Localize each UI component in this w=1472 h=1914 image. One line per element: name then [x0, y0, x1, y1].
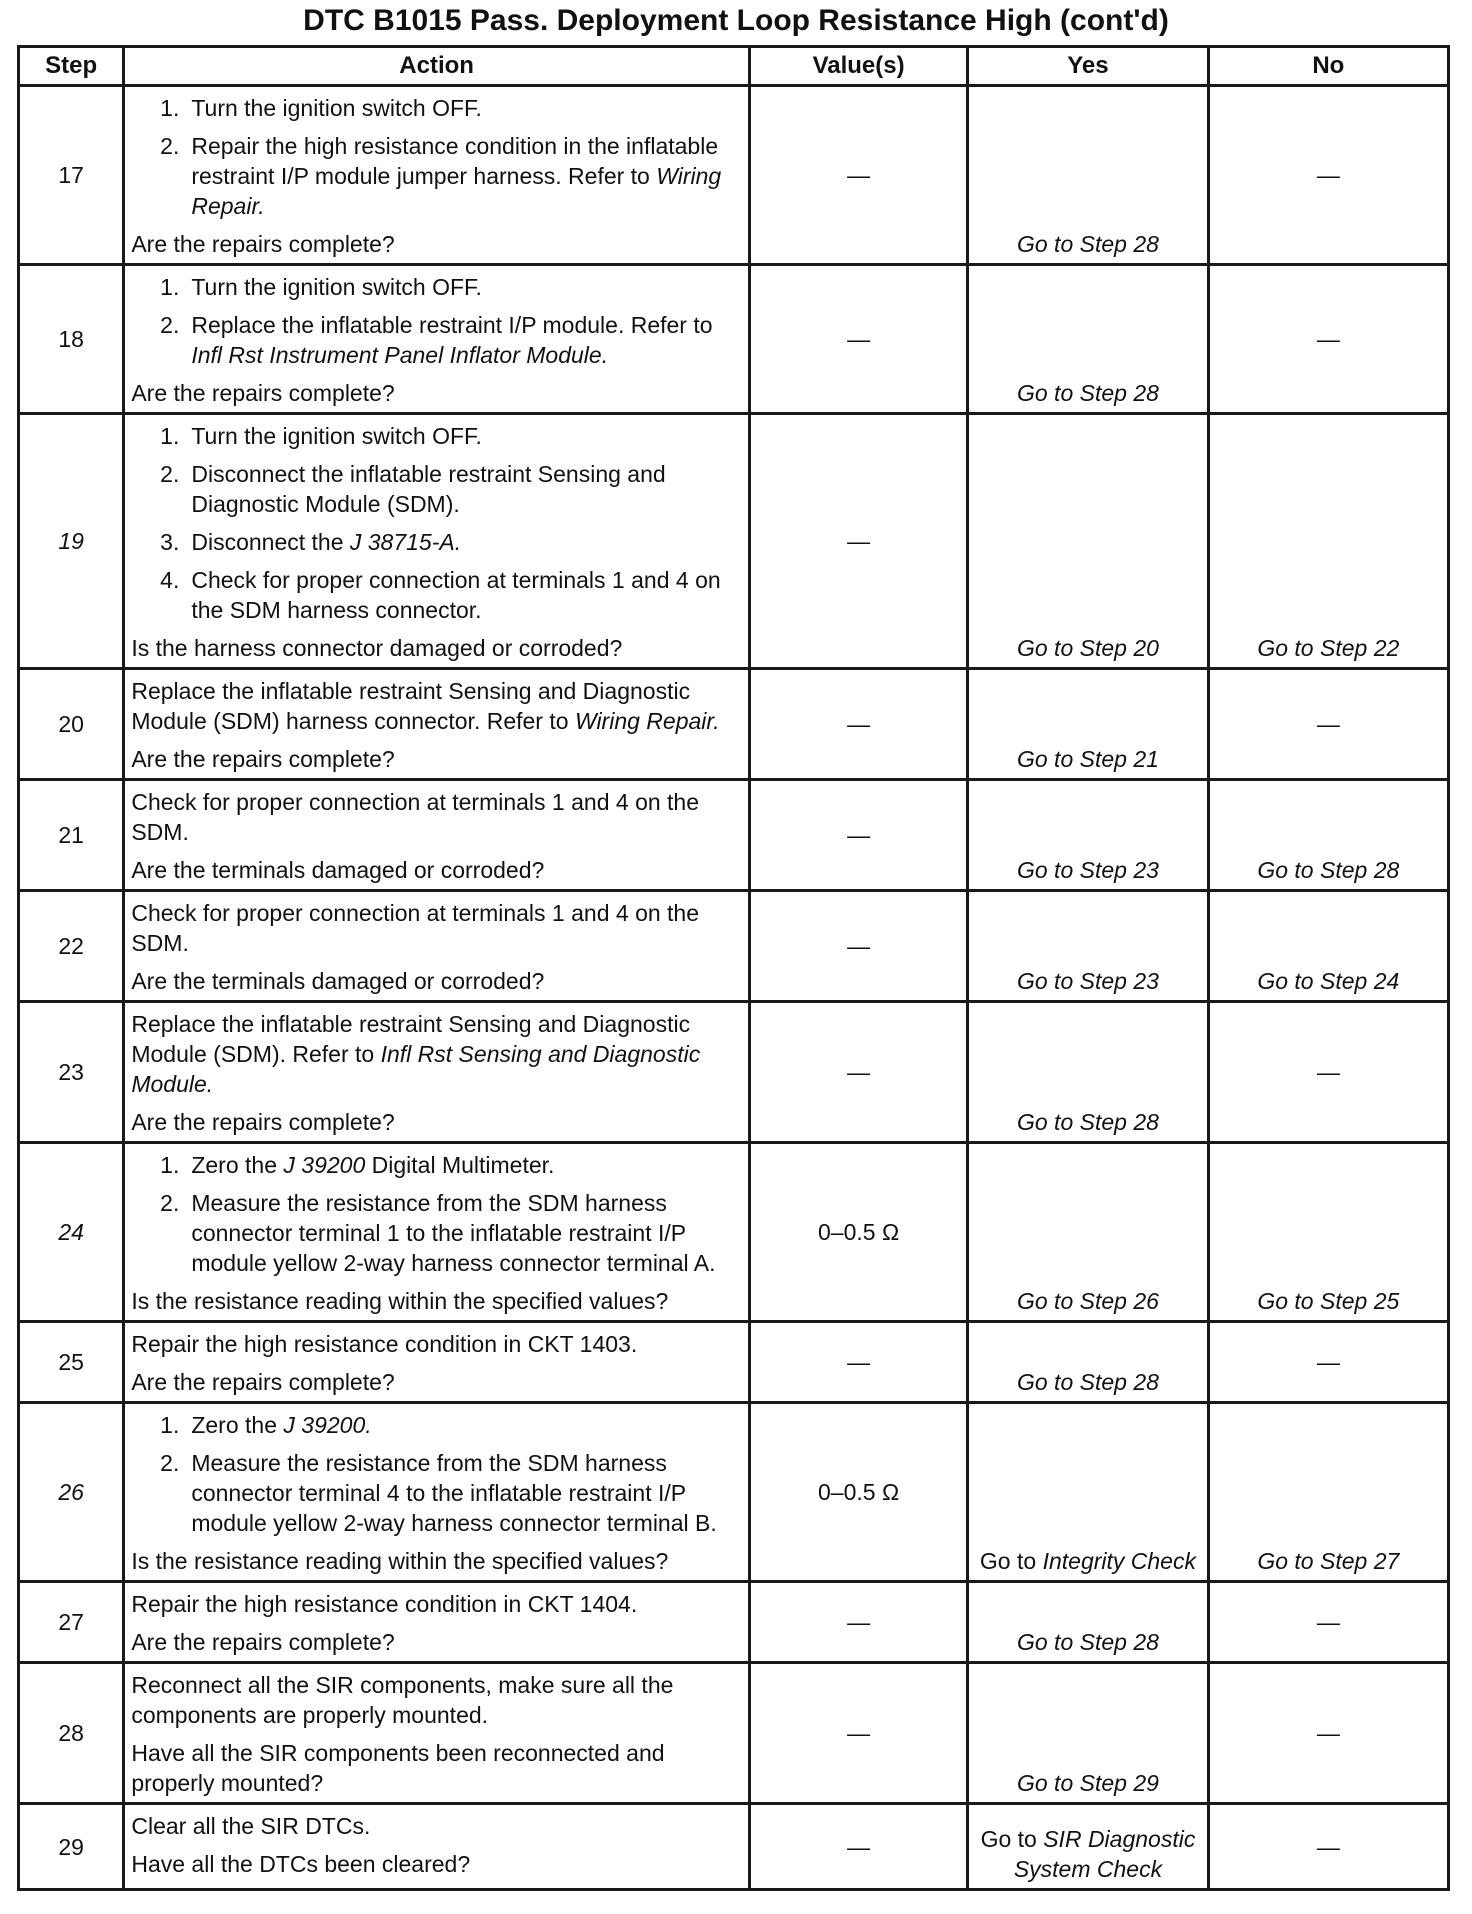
text-segment: Turn the ignition switch OFF.	[191, 95, 482, 121]
reference-text: J 39200	[283, 1152, 366, 1178]
list-item	[131, 459, 740, 519]
action-cell	[124, 780, 750, 891]
action-instructions	[131, 1589, 740, 1627]
action-instructions	[131, 898, 740, 966]
list-item	[131, 1188, 740, 1278]
table-row	[19, 1403, 1449, 1582]
list-item	[131, 93, 740, 123]
yes-text	[1017, 746, 1159, 772]
list-item-text	[191, 1188, 740, 1278]
action-instructions	[131, 1009, 740, 1107]
action-paragraph	[131, 898, 740, 958]
table-row	[19, 669, 1449, 780]
step-number: 23	[19, 1002, 124, 1143]
list-item	[131, 131, 740, 221]
action-instructions	[131, 93, 740, 229]
header-yes: Yes	[968, 47, 1208, 86]
header-action: Action	[124, 47, 750, 86]
yes-text	[1017, 857, 1159, 883]
step-number: 28	[19, 1663, 124, 1804]
text-segment: Disconnect the	[191, 529, 350, 555]
yes-reference: SIR Diagnostic System Check	[1013, 1826, 1196, 1882]
action-cell	[124, 669, 750, 780]
list-item-number: 3.	[160, 529, 180, 555]
action-content	[131, 898, 740, 996]
value-cell: —	[749, 891, 967, 1002]
action-cell	[124, 414, 750, 669]
step-number: 29	[19, 1804, 124, 1890]
action-instructions	[131, 421, 740, 633]
action-content	[131, 1670, 740, 1798]
reference-text: Infl Rst Sensing and Diagnostic Module.	[131, 1041, 701, 1097]
list-item-number: 1.	[160, 274, 180, 300]
text-segment: Digital Multimeter.	[365, 1152, 555, 1178]
value-cell: —	[749, 265, 967, 414]
action-content	[131, 787, 740, 885]
no-result	[1208, 1322, 1448, 1403]
step-number: 27	[19, 1582, 124, 1663]
value-cell: —	[749, 86, 967, 265]
action-content	[131, 421, 740, 663]
text-segment: Repair the high resistance condition in CKT 1403.	[131, 1331, 638, 1357]
yes-reference: Integrity Check	[1042, 1548, 1196, 1574]
list-item-text	[191, 310, 740, 370]
action-content	[131, 1410, 740, 1576]
text-segment: Replace the inflatable restraint Sensing and Diagnostic Module (SDM). Refer to	[131, 1011, 691, 1067]
list-item-text	[191, 272, 740, 302]
action-question: Are the terminals damaged or corroded?	[131, 857, 545, 883]
action-instructions	[131, 1670, 740, 1738]
no-result	[1208, 414, 1448, 669]
action-paragraph	[131, 1811, 740, 1841]
list-item	[131, 1410, 740, 1440]
table-row	[19, 780, 1449, 891]
yes-reference: Go to Step 28	[1016, 1109, 1159, 1135]
reference-text: Infl Rst Instrument Panel Inflator Module.	[191, 342, 609, 368]
list-item-number: 4.	[160, 567, 180, 593]
action-content	[131, 272, 740, 408]
action-paragraph	[131, 787, 740, 847]
action-question: Are the terminals damaged or corroded?	[131, 968, 545, 994]
action-content	[131, 676, 740, 774]
step-number: 20	[19, 669, 124, 780]
yes-reference: Go to Step 28	[1016, 380, 1159, 406]
action-question: Are the repairs complete?	[131, 1109, 395, 1135]
no-result	[1208, 780, 1448, 891]
action-cell	[124, 1582, 750, 1663]
list-item	[131, 1448, 740, 1538]
action-content	[131, 1589, 740, 1657]
yes-result	[968, 1403, 1208, 1582]
action-instructions	[131, 676, 740, 744]
no-text: —	[1316, 1059, 1340, 1085]
action-question: Are the repairs complete?	[131, 1629, 395, 1655]
header-values: Value(s)	[749, 47, 967, 86]
no-text: Go to Step 27	[1257, 1548, 1400, 1574]
text-segment: Disconnect the inflatable restraint Sensing and Diagnostic Module (SDM).	[191, 461, 666, 517]
no-result	[1208, 669, 1448, 780]
no-text: Go to Step 22	[1257, 635, 1400, 661]
action-cell	[124, 1002, 750, 1143]
action-question: Are the repairs complete?	[131, 746, 395, 772]
action-paragraph	[131, 1589, 740, 1619]
list-item-number: 1.	[160, 423, 180, 449]
yes-result	[968, 1804, 1208, 1890]
action-cell	[124, 891, 750, 1002]
value-cell: 0–0.5 Ω	[749, 1143, 967, 1322]
list-item-number: 2.	[160, 1450, 180, 1476]
action-content	[131, 1150, 740, 1316]
list-item-number: 2.	[160, 1190, 180, 1216]
no-text: —	[1316, 1833, 1340, 1860]
text-segment: Check for proper connection at terminals 1 and 4 on the SDM harness connector.	[191, 567, 721, 623]
action-instructions	[131, 1329, 740, 1367]
list-item	[131, 1150, 740, 1180]
yes-result	[968, 86, 1208, 265]
yes-text	[1017, 231, 1159, 257]
reference-text: Wiring Repair.	[574, 708, 720, 734]
text-segment: Replace the inflatable restraint Sensing and Diagnostic Module (SDM) harness connector. Refer to	[131, 678, 691, 734]
value-cell: —	[749, 1804, 967, 1890]
list-item	[131, 527, 740, 557]
page-title: DTC B1015 Pass. Deployment Loop Resistance High (cont'd)	[303, 4, 1169, 37]
action-question: Is the harness connector damaged or corroded?	[131, 635, 623, 661]
yes-text	[1017, 1770, 1159, 1796]
table-row	[19, 1582, 1449, 1663]
no-text: —	[1316, 326, 1340, 352]
numbered-list	[131, 93, 740, 221]
table-row	[19, 891, 1449, 1002]
text-segment: Turn the ignition switch OFF.	[191, 423, 482, 449]
no-text: Go to Step 28	[1257, 857, 1400, 883]
list-item	[131, 565, 740, 625]
step-number: 24	[19, 1143, 124, 1322]
yes-text	[1017, 635, 1159, 661]
yes-text	[1017, 1109, 1159, 1135]
no-text: Go to Step 24	[1257, 968, 1400, 994]
reference-text: J 38715-A.	[349, 529, 462, 555]
action-question: Is the resistance reading within the specified values?	[131, 1288, 669, 1314]
yes-result	[968, 780, 1208, 891]
text-segment: Check for proper connection at terminals 1 and 4 on the SDM.	[131, 789, 700, 845]
yes-result	[968, 891, 1208, 1002]
list-item	[131, 310, 740, 370]
step-number: 22	[19, 891, 124, 1002]
yes-result	[968, 669, 1208, 780]
list-item-text	[191, 131, 740, 221]
no-result	[1208, 86, 1448, 265]
list-item	[131, 421, 740, 451]
action-paragraph	[131, 1329, 740, 1359]
yes-reference: Go to Step 23	[1016, 968, 1159, 994]
list-item-text	[191, 1150, 740, 1180]
yes-prefix: Go to	[980, 1826, 1044, 1852]
table-header-row	[19, 47, 1449, 86]
table-row	[19, 1143, 1449, 1322]
yes-reference: Go to Step 28	[1016, 1369, 1159, 1395]
yes-reference: Go to Step 20	[1016, 635, 1159, 661]
text-segment: Repair the high resistance condition in the inflatable restraint I/P module jumper harness. Refer to	[191, 133, 719, 189]
no-text: —	[1316, 711, 1340, 737]
yes-text	[1017, 1288, 1159, 1314]
text-segment: Turn the ignition switch OFF.	[191, 274, 482, 300]
action-content	[131, 1811, 740, 1879]
step-number: 18	[19, 265, 124, 414]
action-question: Have all the DTCs been cleared?	[131, 1851, 471, 1877]
yes-reference: Go to Step 26	[1016, 1288, 1159, 1314]
no-text: —	[1316, 1720, 1340, 1746]
action-cell	[124, 265, 750, 414]
list-item-number: 2.	[160, 312, 180, 338]
action-instructions	[131, 1150, 740, 1286]
action-question: Are the repairs complete?	[131, 380, 395, 406]
value-cell: —	[749, 1002, 967, 1143]
step-number: 19	[19, 414, 124, 669]
list-item-text	[191, 1410, 740, 1440]
list-item-text	[191, 565, 740, 625]
table-row	[19, 1322, 1449, 1403]
yes-text	[1017, 1629, 1159, 1655]
action-question: Is the resistance reading within the specified values?	[131, 1548, 669, 1574]
yes-result	[968, 1322, 1208, 1403]
yes-result	[968, 414, 1208, 669]
text-segment: Repair the high resistance condition in CKT 1404.	[131, 1591, 638, 1617]
yes-text	[1017, 968, 1159, 994]
reference-text: J 39200.	[283, 1412, 372, 1438]
step-number: 25	[19, 1322, 124, 1403]
yes-reference: Go to Step 21	[1016, 746, 1159, 772]
table-row	[19, 265, 1449, 414]
no-text: —	[1316, 1609, 1340, 1635]
table-row	[19, 1804, 1449, 1890]
action-cell	[124, 86, 750, 265]
value-cell: —	[749, 1582, 967, 1663]
yes-result	[968, 1002, 1208, 1143]
action-question: Are the repairs complete?	[131, 231, 395, 257]
yes-text	[1017, 1369, 1159, 1395]
yes-result	[968, 265, 1208, 414]
action-instructions	[131, 272, 740, 378]
no-text: —	[1316, 162, 1340, 188]
text-segment: Zero the	[191, 1152, 284, 1178]
action-instructions	[131, 787, 740, 855]
table-row	[19, 86, 1449, 265]
value-cell: —	[749, 414, 967, 669]
action-instructions	[131, 1811, 740, 1849]
yes-result	[968, 1663, 1208, 1804]
step-number: 26	[19, 1403, 124, 1582]
yes-result	[968, 1143, 1208, 1322]
text-segment: Zero the	[191, 1412, 284, 1438]
no-text: Go to Step 25	[1257, 1288, 1400, 1314]
numbered-list	[131, 421, 740, 625]
list-item-text	[191, 459, 740, 519]
action-paragraph	[131, 676, 740, 736]
numbered-list	[131, 272, 740, 370]
no-result	[1208, 1582, 1448, 1663]
action-cell	[124, 1663, 750, 1804]
text-segment: Reconnect all the SIR components, make sure all the components are properly mounted.	[131, 1672, 674, 1728]
yes-reference: Go to Step 29	[1016, 1770, 1159, 1796]
yes-prefix: Go to	[979, 1548, 1043, 1574]
reference-text: Wiring Repair.	[191, 163, 722, 219]
action-content	[131, 1329, 740, 1397]
list-item-number: 2.	[160, 461, 180, 487]
step-number: 21	[19, 780, 124, 891]
no-result	[1208, 1663, 1448, 1804]
text-segment: Measure the resistance from the SDM harness connector terminal 1 to the inflatable restraint I/P module yellow 2-way harness connector terminal A.	[191, 1190, 716, 1276]
action-content	[131, 93, 740, 259]
list-item	[131, 272, 740, 302]
no-result	[1208, 1403, 1448, 1582]
list-item-number: 2.	[160, 133, 180, 159]
list-item-number: 1.	[160, 1152, 180, 1178]
yes-result	[968, 1582, 1208, 1663]
yes-text	[981, 1826, 1196, 1882]
diagnostic-table	[17, 45, 1450, 1891]
header-no: No	[1208, 47, 1448, 86]
action-question: Are the repairs complete?	[131, 1369, 395, 1395]
table-body	[19, 86, 1449, 1890]
action-instructions	[131, 1410, 740, 1546]
value-cell: 0–0.5 Ω	[749, 1403, 967, 1582]
action-paragraph	[131, 1670, 740, 1730]
no-result	[1208, 1804, 1448, 1890]
list-item-text	[191, 421, 740, 451]
action-cell	[124, 1804, 750, 1890]
value-cell: —	[749, 780, 967, 891]
no-text: —	[1316, 1349, 1340, 1375]
text-segment: Measure the resistance from the SDM harness connector terminal 4 to the inflatable restraint I/P module yellow 2-way harness connector terminal B.	[191, 1450, 717, 1536]
list-item-number: 1.	[160, 95, 180, 121]
text-segment: Check for proper connection at terminals 1 and 4 on the SDM.	[131, 900, 700, 956]
value-cell: —	[749, 1663, 967, 1804]
numbered-list	[131, 1410, 740, 1538]
list-item-text	[191, 1448, 740, 1538]
yes-reference: Go to Step 28	[1016, 1629, 1159, 1655]
numbered-list	[131, 1150, 740, 1278]
no-result	[1208, 1002, 1448, 1143]
action-question: Have all the SIR components been reconnected and properly mounted?	[131, 1740, 665, 1796]
list-item-number: 1.	[160, 1412, 180, 1438]
text-segment: Replace the inflatable restraint I/P module. Refer to	[191, 312, 713, 338]
action-cell	[124, 1403, 750, 1582]
action-cell	[124, 1143, 750, 1322]
table-row	[19, 1002, 1449, 1143]
no-result	[1208, 891, 1448, 1002]
table-row	[19, 414, 1449, 669]
list-item-text	[191, 527, 740, 557]
header-step: Step	[19, 47, 124, 86]
table-row	[19, 1663, 1449, 1804]
yes-reference: Go to Step 23	[1016, 857, 1159, 883]
text-segment: Clear all the SIR DTCs.	[131, 1813, 371, 1839]
action-content	[131, 1009, 740, 1137]
action-cell	[124, 1322, 750, 1403]
list-item-text	[191, 93, 740, 123]
step-number: 17	[19, 86, 124, 265]
value-cell: —	[749, 1322, 967, 1403]
yes-text	[1017, 380, 1159, 406]
no-result	[1208, 265, 1448, 414]
yes-reference: Go to Step 28	[1016, 231, 1159, 257]
action-paragraph	[131, 1009, 740, 1099]
no-result	[1208, 1143, 1448, 1322]
value-cell: —	[749, 669, 967, 780]
yes-text	[980, 1548, 1196, 1574]
